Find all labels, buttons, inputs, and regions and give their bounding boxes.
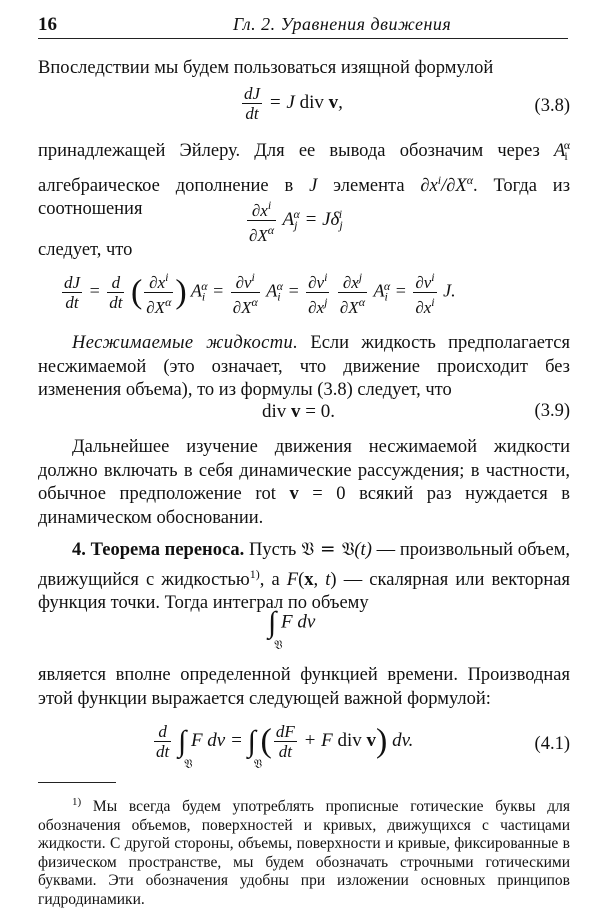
paragraph-euler-text-c: элемента: [333, 175, 405, 196]
paragraph-follows: следует, что: [38, 240, 133, 260]
footnote-mark: 1): [72, 796, 82, 808]
equation-volume-integral: ∫ 𝔙 F dv: [268, 606, 316, 652]
paragraph-euler-text-d: . Тогда из соотношения: [38, 175, 570, 219]
paragraph-intro: Впоследствии мы будем пользоваться изящной формулой: [38, 58, 494, 78]
paragraph-euler-text-b: алгебраическое дополнение в: [38, 175, 294, 196]
footnote-text: Мы всегда будем употреблять прописные готические буквы для обозначения объемов, поверхностей и кривых, движущихся с частицами жидкости. С другой стороны, объемы, поверхности и кривые, фиксированные в физическом пространстве, мы будем обозначать строчными готическими буквами. Эти обозначения удобны при изложении основных принципов гидродинамики.: [38, 798, 571, 908]
paragraph-derivative-formula: является вполне определенной функцией времени. Производная этой функции выражается следующей важной формулой:: [38, 665, 570, 709]
footnote: [38, 793, 570, 909]
paragraph-euler-text-a: принадлежащей Эйлеру. Для ее вывода обозначим через: [38, 141, 540, 161]
equation-3-8: $\frac{dJ}{dt}$ = J div v,: [244, 84, 343, 123]
section-4-transport-theorem: 4. Теорема переноса. Пусть 𝔙 = 𝔙(t) — произвольный объем, движущийся с жидкостью$^{1)}$, а F(x, t) — скалярная или векторная функция точки. Тогда интеграл по объему: [38, 539, 571, 614]
equation-kronecker: $\frac{\partial x^i}{\partial X^\alpha}$ $A_j^\alpha = J\delta_j^i$: [249, 198, 343, 245]
paragraph-dynamics-text-a: Дальнейшее изучение движения несжимаемой жидкости должно включать в себя динамические рассуждения; в частности, обычное предположение: [38, 437, 570, 504]
section-4-text-b: — произвольный объем, движущийся с жидкостью: [38, 540, 571, 590]
running-title: Гл. 2. Уравнения движения: [233, 14, 452, 34]
section-4-heading: 4. Теорема переноса.: [72, 540, 245, 560]
footnote-rule: [38, 782, 116, 783]
paragraph-dynamics: Дальнейшее изучение движения несжимаемой жидкости должно включать в себя динамические рассуждения; в частности, обычное предположение rot v = 0 всякий раз нуждается в динамическом обосновании.: [38, 437, 571, 528]
page-header: [38, 12, 568, 39]
section-4-text-c: , а: [259, 569, 280, 590]
section-4-text-a: Пусть: [249, 540, 297, 560]
section-4-text-d: — скалярная или векторная функция точки. Тогда интеграл по объему: [38, 569, 571, 614]
equation-derivative-jacobian: $\frac{dJ}{dt}$ = $\frac{d}{dt}$ ( $\frac{\partial x^i}{\partial X^\alpha}$ ) $A_i^\alpha$ = $\frac{\partial v^i}{\partial X^\alpha}$ $A_i^\alpha$ = $\frac{\partial v^i}{\partial x^j}$ $\frac{\partial x^j}{\partial X^\alpha}$ $A_i^\alpha$ = $\frac{\partial v^i}{\partial x^i}$ J.: [64, 270, 456, 317]
equation-4-1: $\frac{d}{dt}$ ∫ 𝔙 F dv = ∫ 𝔙 ( $\frac{dF}{dt}$ + F div v) dv.: [156, 722, 414, 771]
equation-number-4-1: (4.1): [534, 734, 570, 754]
equation-number-3-8: (3.8): [534, 96, 570, 116]
incompressible-lead: Несжимаемые жидкости.: [72, 333, 299, 353]
equation-3-9: div v = 0.: [262, 401, 335, 422]
paragraph-euler: принадлежащей Эйлеру. Для ее вывода обозначим через $A_i^\alpha$ алгебраическое дополнение в J элемента $\partial x^i/\partial X^\alpha$. Тогда из соотношения: [38, 138, 570, 219]
paragraph-incompressible: [38, 332, 570, 403]
paragraph-dynamics-text-b: всякий раз нуждается в динамическом обосновании.: [38, 484, 571, 528]
incompressible-text: Если жидкость предполагается несжимаемой (это означает, что движение происходит без изменения объема), то из формулы (3.8) следует, что: [38, 333, 570, 400]
equation-number-3-9: (3.9): [534, 401, 570, 421]
page-number: 16: [38, 14, 57, 35]
footnote-reference: 1): [249, 566, 260, 581]
